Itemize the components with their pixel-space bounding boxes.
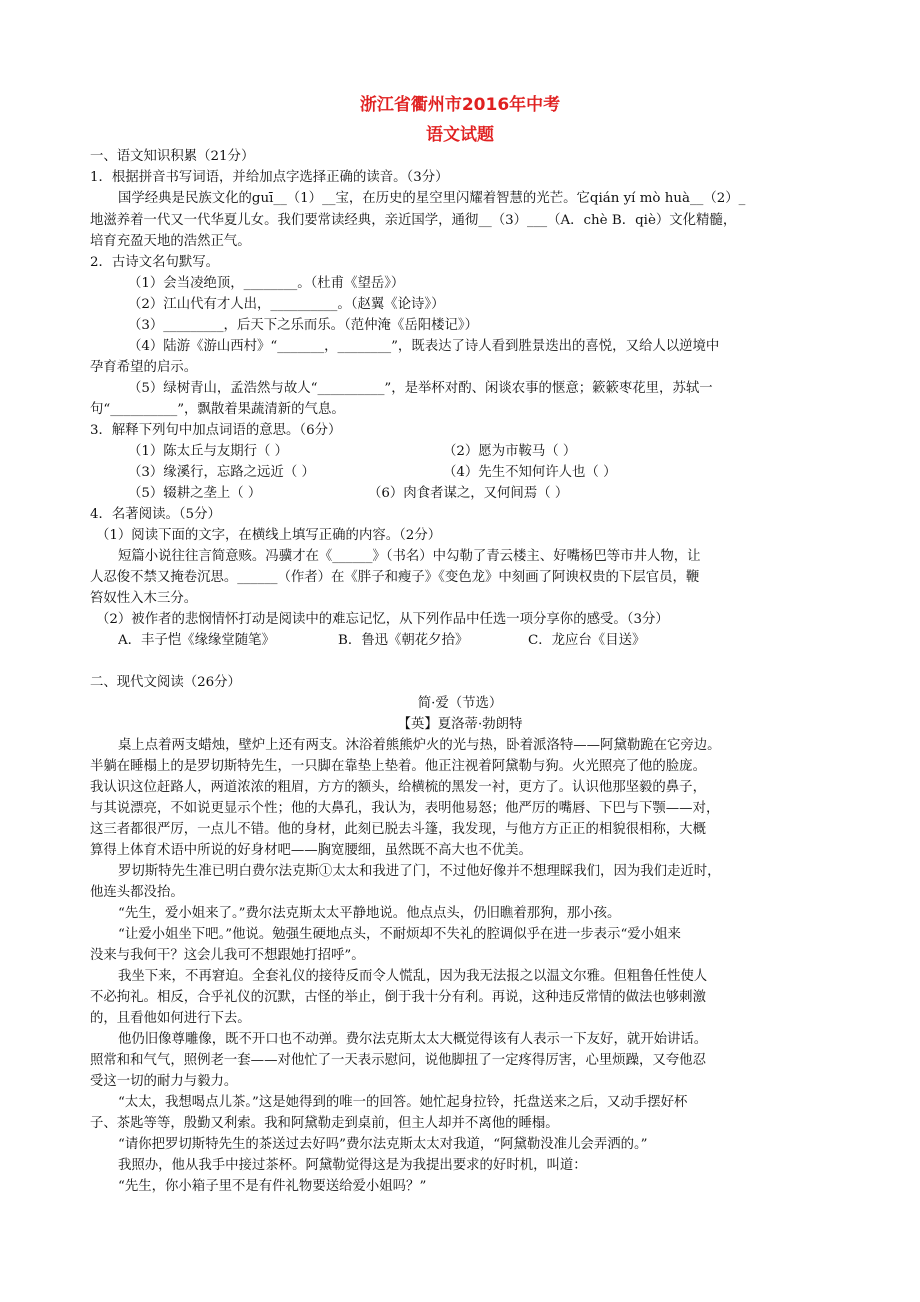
article-paragraph: 罗切斯特先生准已明白费尔法克斯①太太和我进了门，不过他好像并不想理睬我们，因为我们走近时，	[118, 864, 721, 879]
article-paragraph: 我认识这位赶路人，两道浓浓的粗眉，方方的额头，给横梳的黑发一衬，更方了。认识他那坚毅的鼻子，	[90, 780, 706, 795]
question-1-text: 地滋养着一代又一代华夏儿女。我们要常读经典，亲近国学，通彻__（3）___（A．chè B．qiè）文化精髓，	[90, 213, 737, 228]
question-1-text: 培育充盈天地的浩然正气。	[90, 234, 251, 249]
document-subtitle: 语文试题	[426, 125, 494, 145]
question-2-item: （3）_________，后天下之乐而乐。（范仲淹《岳阳楼记》）	[128, 318, 478, 333]
article-paragraph: 的，且看他如何进行下去。	[90, 1011, 251, 1026]
question-3-row	[128, 441, 840, 462]
article-paragraph: “请你把罗切斯特先生的茶送过去好吗”费尔法克斯太太对我道，“阿黛勒没准儿会弄洒的。”	[118, 1137, 648, 1152]
article-paragraph: “让爱小姐坐下吧。”他说。勉强生硬地点头，不耐烦却不失礼的腔调似乎在进一步表示“爱小姐来	[118, 927, 681, 942]
question-3: 3．解释下列句中加点词语的意思。（6分）	[90, 423, 342, 438]
article-paragraph: “先生，爱小姐来了。”费尔法克斯太太平静地说。他点点头，仍旧瞧着那狗，那小孩。	[118, 906, 621, 921]
question-1-text: 国学经典是民族文化的guī__（1）__宝，在历史的星空里闪耀着智慧的光芒。它qián yí mò huà__（2）_	[118, 191, 746, 206]
question-2-item: （1）会当凌绝顶，________。（杜甫《望岳》）	[128, 276, 405, 291]
article-title: 简·爱（节选）	[417, 696, 503, 711]
article-paragraph: 照常和和气气，照例老一套——对他忙了一天表示慰问，说他脚扭了一定疼得厉害，心里烦躁，又夸他忍	[90, 1053, 706, 1068]
article-paragraph: 桌上点着两支蜡烛，壁炉上还有两支。沐浴着熊熊炉火的光与热，卧着派洛特——阿黛勒跪在它旁边。	[118, 738, 721, 753]
article-paragraph: 我照办，他从我手中接过茶杯。阿黛勒觉得这是为我提出要求的好时机，叫道：	[118, 1158, 587, 1173]
question-3-item: （5）辍耕之垄上（ ）	[128, 486, 262, 501]
document-title: 浙江省衢州市2016年中考	[359, 95, 561, 115]
question-4-part: （2）被作者的悲悯情怀打动是阅读中的难忘记忆，从下列作品中任选一项分享你的感受。（3分）	[96, 612, 669, 627]
article-paragraph: 算得上体育术语中所说的好身材吧——胸宽腰细，虽然既不高大也不优美。	[90, 843, 532, 858]
section-heading: 二、现代文阅读（26分）	[90, 675, 241, 690]
article-author: 【英】夏洛蒂·勃朗特	[397, 717, 523, 732]
question-2: 2．古诗文名句默写。	[90, 255, 220, 270]
question-4-part: （1）阅读下面的文字，在横线上填写正确的内容。（2分）	[96, 528, 442, 543]
article-paragraph: 我坐下来，不再窘迫。全套礼仪的接待反而令人慌乱，因为我无法报之以温文尔雅。但粗鲁任性使人	[118, 969, 708, 984]
article-paragraph: 他仍旧像尊雕像，既不开口也不动弹。费尔法克斯太太大概觉得该有人表示一下友好，就开始讲话。	[118, 1032, 708, 1047]
question-2-item: （4）陆游《游山西村》“_______，________”，既表达了诗人看到胜景迭出的喜悦，又给人以逆境中	[128, 339, 720, 354]
question-3-item: （3）缘溪行，忘路之远近（ ）	[128, 465, 315, 480]
question-4-text: 笞奴性入木三分。	[90, 591, 198, 606]
article-paragraph: 受这一切的耐力与毅力。	[90, 1074, 238, 1089]
question-3-item: （2）愿为市鞍马（ ）	[443, 444, 577, 459]
section-heading: 一、语文知识积累（21分）	[90, 149, 255, 164]
article-paragraph: “太太，我想喝点儿茶。”这是她得到的唯一的回答。她忙起身拉铃，托盘送来之后，又动手摆好杯	[118, 1095, 688, 1110]
article-paragraph: 与其说漂亮，不如说更显示个性；他的大鼻孔，我认为，表明他易怒；他严厉的嘴唇、下巴与下颚——对，	[90, 801, 720, 816]
question-3-item: （6）肉食者谋之，又何间焉（ ）	[368, 486, 569, 501]
question-4: 4．名著阅读。（5分）	[90, 507, 221, 522]
question-3-row	[128, 483, 840, 504]
question-4-text: 人忍俊不禁又掩卷沉思。______（作者）在《胖子和瘦子》《变色龙》中刻画了阿谀权贵的下层官员，鞭	[90, 570, 700, 585]
option-a: A．丰子恺《缘缘堂随笔》	[118, 633, 275, 648]
question-2-item: 句“__________”，飘散着果蔬清新的气息。	[90, 402, 345, 417]
article-paragraph: “先生，你小箱子里不是有件礼物要送给爱小姐吗？”	[118, 1179, 427, 1194]
question-3-item: （4）先生不知何许人也（ ）	[443, 465, 617, 480]
question-2-item: （2）江山代有才人出，__________。（赵翼《论诗》）	[128, 297, 445, 312]
article-paragraph: 没来与我何干？这会儿我可不想跟她打招呼”。	[90, 948, 365, 963]
option-c: C．龙应台《目送》	[528, 633, 646, 648]
article-paragraph: 他连头都没抬。	[90, 885, 184, 900]
question-4-options	[118, 630, 840, 651]
article-paragraph: 子、茶匙等等，殷勤又利索。我和阿黛勒走到桌前，但主人却并不离他的睡榻。	[90, 1116, 559, 1131]
article-paragraph: 不必拘礼。相反，合乎礼仪的沉默，古怪的举止，倒于我十分有利。再说，这种违反常情的做法也够刺激	[90, 990, 706, 1005]
question-2-item: 孕育希望的启示。	[90, 360, 198, 375]
option-b: B．鲁迅《朝花夕拾》	[338, 633, 469, 648]
article-paragraph: 这三者都很严厉，一点儿不错。他的身材，此刻已脱去斗篷，我发现，与他方方正正的相貌很相称，大概	[90, 822, 706, 837]
question-4-text: 短篇小说往往言简意赅。冯骥才在《______》（书名）中勾勒了青云楼主、好嘴杨巴等市井人物，让	[118, 549, 701, 564]
question-1: 1．根据拼音书写词语，并给加点字选择正确的读音。（3分）	[90, 170, 449, 185]
question-3-row	[128, 462, 840, 483]
question-3-item: （1）陈太丘与友期行（ ）	[128, 444, 289, 459]
article-paragraph: 半躺在睡榻上的是罗切斯特先生，一只脚在靠垫上垫着。他正注视着阿黛勒与狗。火光照亮了他的脸庞。	[90, 759, 706, 774]
question-2-item: （5）绿树青山，孟浩然与故人“__________”，是举杯对酌、闲谈农事的惬意；簌簌枣花里，苏轼一	[128, 381, 713, 396]
